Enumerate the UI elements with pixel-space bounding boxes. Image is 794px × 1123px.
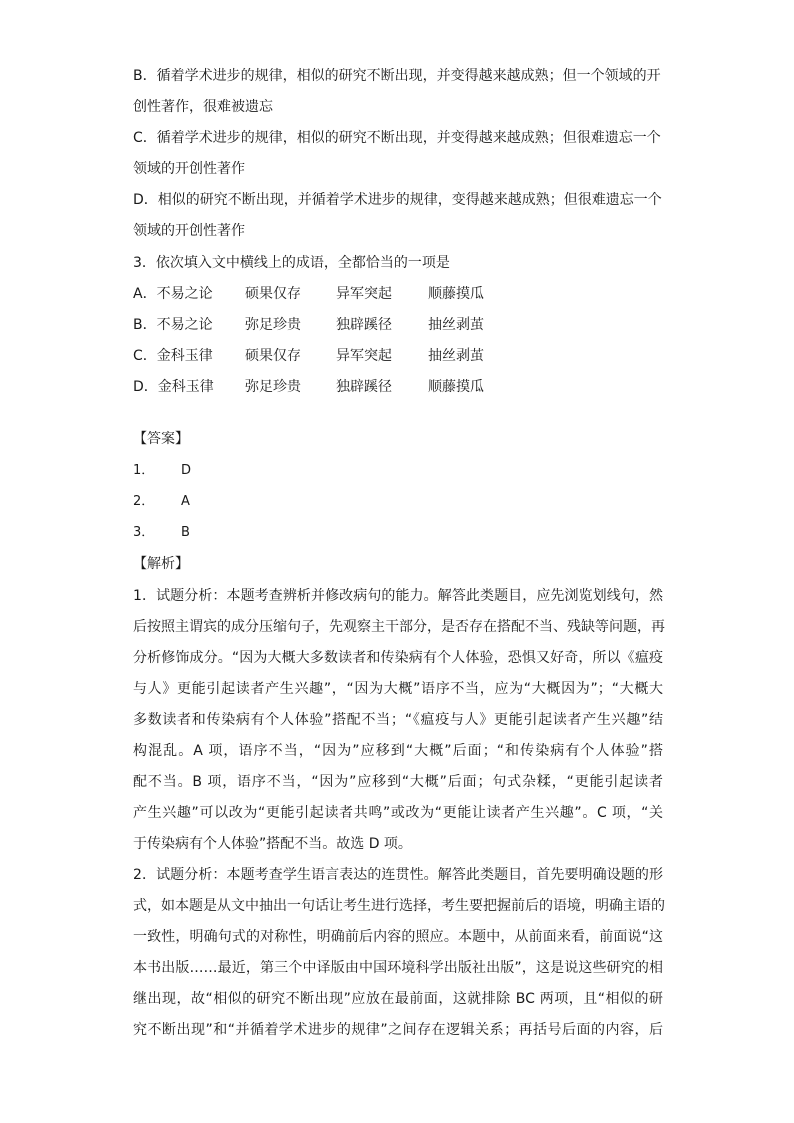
answer-value: A xyxy=(181,494,190,509)
q3-option-idiom: 弥足珍贵 xyxy=(245,379,301,395)
question-3-stem: 3．依次填入文中横线上的成语，全都恰当的一项是 xyxy=(133,255,450,271)
analysis-line: 配不当。B 项，语序不当，“因为”应移到“大概”后面；句式杂糅，“更能引起读者 xyxy=(133,774,663,790)
analysis-line: 究不断出现”和“并循着学术进步的规律”之间存在逻辑关系；再括号后面的内容，后 xyxy=(133,1022,663,1038)
option-c-line-2: 领域的开创性著作 xyxy=(133,161,245,177)
q3-option-label: C．金科玉律 xyxy=(133,348,213,364)
q3-option-label: B．不易之论 xyxy=(133,317,213,333)
q3-option-idiom: 顺藤摸瓜 xyxy=(428,379,484,395)
answer-number: 3． xyxy=(133,525,155,540)
q3-option-idiom: 硕果仅存 xyxy=(245,286,301,302)
analysis-line: 1．试题分析：本题考查辨析并修改病句的能力。解答此类题目，应先浏览划线句，然 xyxy=(133,588,663,604)
q3-option-idiom: 抽丝剥茧 xyxy=(428,348,484,364)
analysis-line: 继出现，故“相似的研究不断出现”应放在最前面，这就排除 BC 两项，且“相似的研 xyxy=(133,991,663,1007)
analysis-line: 分析修饰成分。“因为大概大多数读者和传染病有个人体验，恐惧又好奇，所以《瘟疫 xyxy=(133,650,663,666)
analysis-line: 式，如本题是从文中抽出一句话让考生进行选择，考生要把握前后的语境，明确主语的 xyxy=(133,898,665,914)
q3-option-idiom: 顺藤摸瓜 xyxy=(428,286,484,302)
q3-option-idiom: 异军突起 xyxy=(336,286,392,302)
q3-option-idiom: 独辟蹊径 xyxy=(336,379,392,395)
analysis-line: 产生兴趣”可以改为“更能引起读者共鸣”或改为“更能让读者产生兴趣”。C 项，“关 xyxy=(133,805,663,821)
option-b-line-2: 创性著作，很难被遗忘 xyxy=(133,99,273,115)
option-d-line-2: 领域的开创性著作 xyxy=(133,223,245,239)
q3-option-label: D．金科玉律 xyxy=(133,379,214,395)
analysis-paragraph-2 xyxy=(133,860,663,1046)
q3-option-idiom: 异军突起 xyxy=(336,348,392,364)
option-d-line-1: D．相似的研究不断出现，并循着学术进步的规律，变得越来越成熟；但很难遗忘一个 xyxy=(133,192,662,208)
answer-value: B xyxy=(181,525,190,540)
analysis-line: 于传染病有个人体验”搭配不当。故选 D 项。 xyxy=(133,836,412,852)
analysis-line: 本书出版……最近，第三个中译版由中国环境科学出版社出版”，这是说这些研究的相 xyxy=(133,960,663,976)
q3-option-idiom: 抽丝剥茧 xyxy=(428,317,484,333)
answer-value: D xyxy=(181,463,192,478)
analysis-line: 与人》更能引起读者产生兴趣”，“因为大概”语序不当，应为“大概因为”；“大概大 xyxy=(133,681,663,697)
answer-number: 1． xyxy=(133,463,155,478)
answer-number: 2． xyxy=(133,494,155,509)
option-c-line-1: C．循着学术进步的规律，相似的研究不断出现，并变得越来越成熟；但很难遗忘一个 xyxy=(133,130,661,146)
q3-option-idiom: 弥足珍贵 xyxy=(245,317,301,333)
analysis-line: 后按照主谓宾的成分压缩句子，先观察主干部分，是否存在搭配不当、残缺等问题，再 xyxy=(133,619,665,635)
q3-option-idiom: 独辟蹊径 xyxy=(336,317,392,333)
analysis-line: 多数读者和传染病有个人体验”搭配不当；“《瘟疫与人》更能引起读者产生兴趣”结 xyxy=(133,712,663,728)
answer-heading: 【答案】 xyxy=(133,431,189,447)
analysis-heading: 【解析】 xyxy=(133,556,189,572)
q3-option-label: A．不易之论 xyxy=(133,286,213,302)
q3-option-idiom: 硕果仅存 xyxy=(245,348,301,364)
analysis-line: 2．试题分析：本题考查学生语言表达的连贯性。解答此类题目，首先要明确设题的形 xyxy=(133,867,663,883)
option-b-line-1: B．循着学术进步的规律，相似的研究不断出现，并变得越来越成熟；但一个领域的开 xyxy=(133,68,661,84)
analysis-line: 构混乱。A 项，语序不当，“因为”应移到“大概”后面；“和传染病有个人体验”搭 xyxy=(133,743,663,759)
analysis-paragraph-1 xyxy=(133,581,663,860)
analysis-line: 一致性，明确句式的对称性，明确前后内容的照应。本题中，从前面来看，前面说“这 xyxy=(133,929,663,945)
